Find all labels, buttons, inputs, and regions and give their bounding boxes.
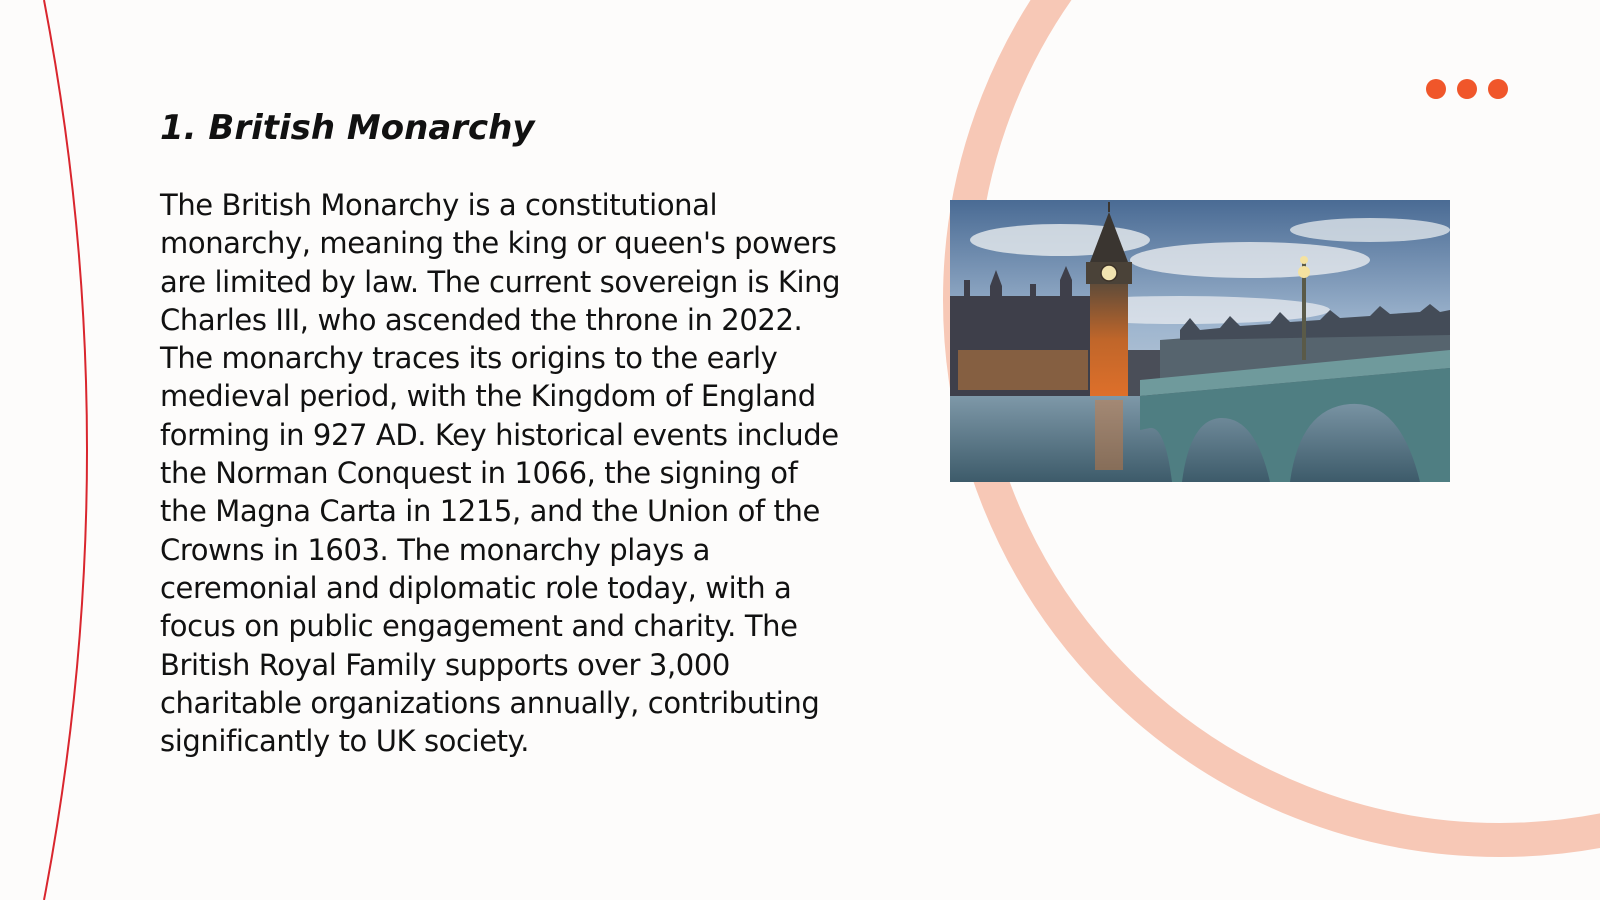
- big-ben-photo: [950, 200, 1450, 482]
- dot-icon: [1488, 79, 1508, 99]
- slide-body-text: The British Monarchy is a constitutional monarchy, meaning the king or queen's powers are limited by law. The current sovereign is King Charles III, who ascended the throne in 2022. The monarchy traces its origins to the early medieval period, with the Kingdom of England forming in 927 AD. Key historical events include the Norman Conquest in 1066, the signing of the Magna Carta in 1215, and the Union of the Crowns in 1603. The monarchy plays a ceremonial and diplomatic role today, with a focus on public engagement and charity. The British Royal Family supports over 3,000 charitable organizations annually, contributing significantly to UK society.: [160, 188, 841, 759]
- dot-icon: [1426, 79, 1446, 99]
- slide-title: 1. British Monarchy: [160, 108, 535, 148]
- left-curve-line: [44, 0, 87, 900]
- dot-icon: [1457, 79, 1477, 99]
- decorative-dots: [1426, 79, 1508, 99]
